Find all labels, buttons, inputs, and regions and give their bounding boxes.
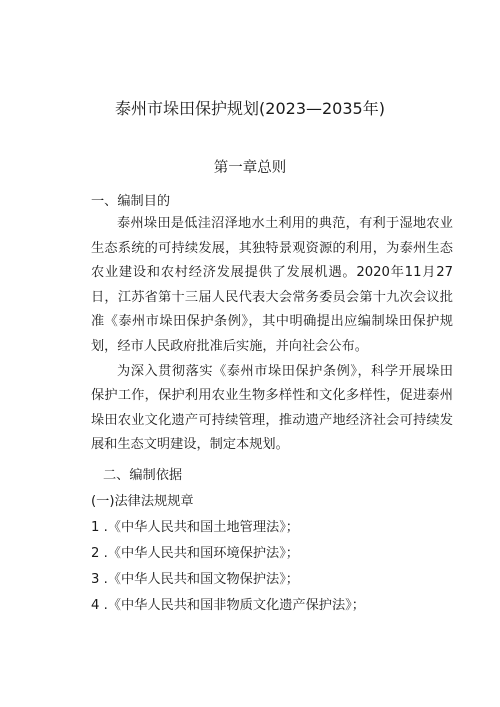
list-item: 3 .《中华人民共和国文物保护法》； xyxy=(91,572,299,587)
subsection-heading-laws: (一)法律法规规章 xyxy=(91,494,194,509)
paragraph: 泰州垛田是低洼沼泽地水土利用的典范，有利于湿地农业生态系统的可持续发展，其独特景观资源的利用，为泰州生态农业建设和农村经济发展提供了发展机遇。2020年11月27日，江苏省第十三届人民代表大会常务委员会第十九次会议批准《泰州市垛田保护条例》，其中明确提出应编制垛田保护规划，经市人民政府批准后实施，并向社会公布。 xyxy=(91,216,453,354)
paragraph: 为深入贯彻落实《泰州市垛田保护条例》，科学开展垛田保护工作，保护利用农业生物多样性和文化多样性，促进泰州垛田农业文化遗产可持续管理，推动遗产地经济社会可持续发展和生态文明建设，制定本规划。 xyxy=(91,363,453,453)
section-heading-basis: 二、编制依据 xyxy=(103,468,183,483)
list-item: 1 .《中华人民共和国土地管理法》； xyxy=(91,520,299,535)
section-heading-purpose: 一、编制目的 xyxy=(91,194,171,209)
document-title: 泰州市垛田保护规划(2023—2035年) xyxy=(115,99,385,118)
list-item: 4 .《中华人民共和国非物质文化遗产保护法》； xyxy=(91,598,365,613)
section-purpose-body xyxy=(91,212,453,458)
list-item: 2 .《中华人民共和国环境保护法》； xyxy=(91,546,299,561)
chapter-heading: 第一章总则 xyxy=(213,160,287,176)
